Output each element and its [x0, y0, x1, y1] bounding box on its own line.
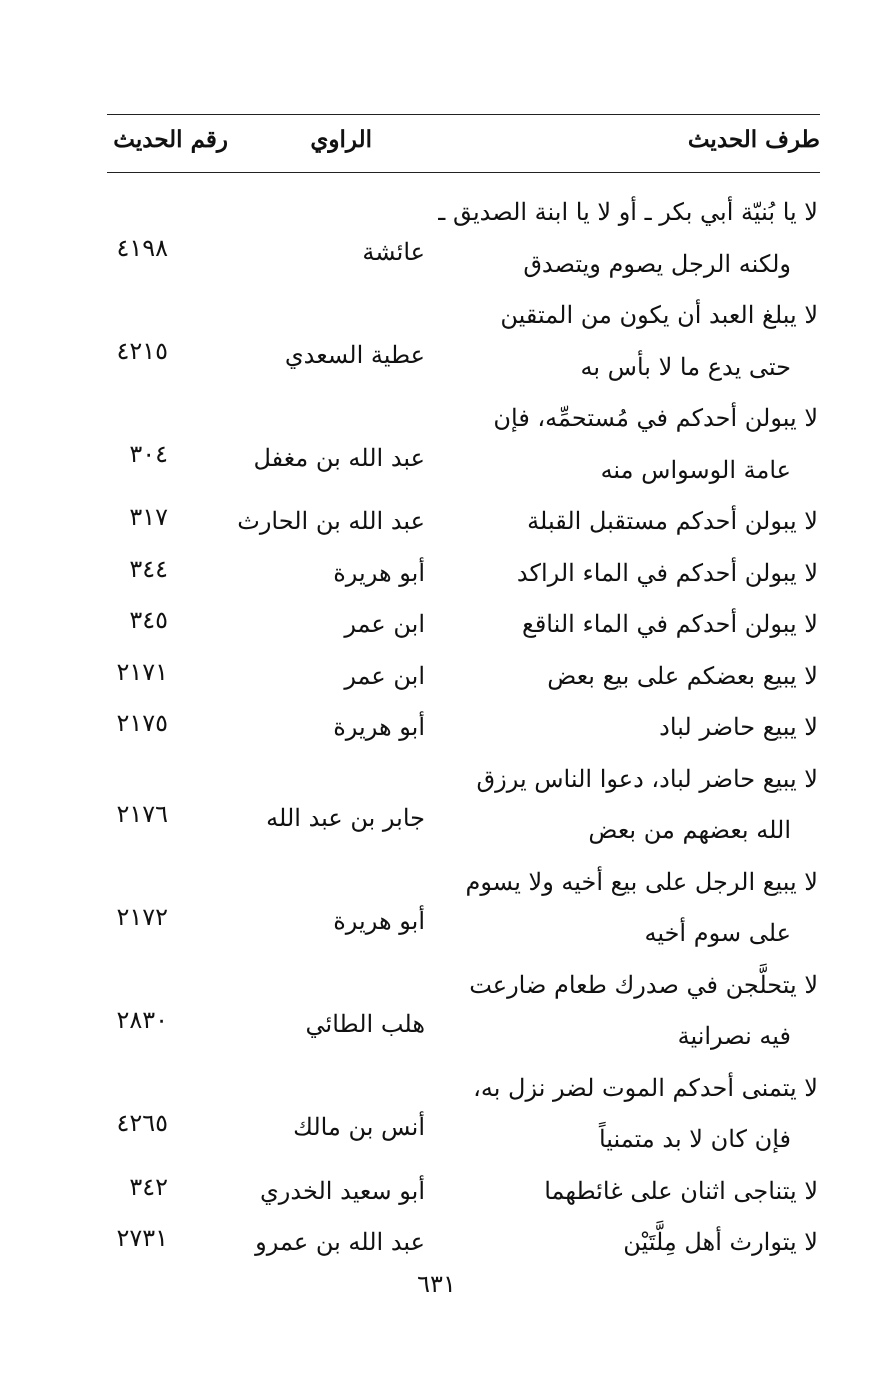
narrator-name: أبو هريرة — [333, 558, 425, 587]
hadith-number: ٤٢١٥ — [116, 336, 168, 365]
hadith-number: ٣٠٤ — [129, 439, 168, 468]
narrator-name: عبد الله بن الحارث — [237, 507, 425, 535]
narrator-name: أبو هريرة — [333, 713, 425, 741]
hadith-text: لا يبيع حاضر لباد، دعوا الناس يرزق — [476, 764, 818, 793]
hadith-text: لا يبيع الرجل على بيع أخيه ولا يسوم — [465, 867, 818, 896]
header-rule — [107, 172, 820, 173]
hadith-text: لا يتمنى أحدكم الموت لضر نزل به، — [473, 1073, 818, 1102]
narrator-name: جابر بن عبد الله — [266, 804, 425, 832]
narrator-name: ابن عمر — [344, 610, 425, 638]
hadith-text: لا يبولن أحدكم في الماء الناقع — [522, 610, 818, 638]
hadith-number: ٢٧٣١ — [116, 1224, 168, 1252]
hadith-number: ٣٤٥ — [129, 606, 168, 634]
hadith-text: لا يتناجى اثنان على غائطهما — [544, 1176, 818, 1205]
header-number: رقم الحديث — [113, 126, 228, 153]
hadith-text: ولكنه الرجل يصوم ويتصدق — [523, 249, 791, 278]
hadith-number: ٣٤٤ — [129, 554, 168, 583]
hadith-text: لا يبولن أحدكم في مُستحمِّه، فإن — [493, 404, 818, 432]
hadith-number: ٢١٧٢ — [116, 903, 168, 931]
top-rule — [107, 114, 820, 115]
narrator-name: أنس بن مالك — [293, 1113, 425, 1141]
narrator-name: أبو هريرة — [333, 907, 425, 935]
hadith-text: لا يا بُنيّة أبي بكر ـ أو لا يا ابنة الصديق ـ — [438, 198, 818, 226]
table-header — [100, 126, 820, 166]
hadith-text: لا يتوارث أهل مِلَّتَيْن — [623, 1228, 818, 1256]
hadith-text: لا يبولن أحدكم في الماء الراكد — [516, 558, 818, 587]
header-narrator: الراوي — [310, 126, 372, 153]
hadith-text: لا يبيع حاضر لباد — [659, 713, 818, 741]
hadith-number: ٤٢٦٥ — [116, 1109, 168, 1137]
narrator-name: عبد الله بن مغفل — [253, 443, 425, 472]
hadith-text: فإن كان لا بد متمنياً — [598, 1125, 791, 1153]
header-hadith: طرف الحديث — [687, 126, 820, 153]
narrator-name: هلب الطائي — [305, 1010, 425, 1038]
hadith-number: ٢١٧٦ — [116, 800, 168, 828]
hadith-text: عامة الوسواس منه — [600, 455, 791, 484]
hadith-text: لا يبولن أحدكم مستقبل القبلة — [527, 507, 818, 535]
narrator-name: عائشة — [362, 237, 425, 266]
hadith-number: ٤١٩٨ — [116, 233, 168, 262]
narrator-name: عبد الله بن عمرو — [255, 1228, 425, 1256]
narrator-name: ابن عمر — [344, 661, 425, 690]
hadith-number: ٢١٧١ — [116, 657, 168, 686]
page-number: ٦٣١ — [417, 1270, 456, 1298]
hadith-text: حتى يدع ما لا بأس به — [580, 352, 791, 381]
hadith-text: لا يتحلَّجن في صدرك طعام ضارعت — [469, 970, 818, 999]
hadith-number: ٣٤٢ — [129, 1172, 168, 1201]
hadith-number: ٣١٧ — [129, 503, 168, 531]
hadith-text: لا يبيع بعضكم على بيع بعض — [547, 661, 818, 690]
narrator-name: أبو سعيد الخدري — [260, 1176, 425, 1205]
hadith-text: لا يبلغ العبد أن يكون من المتقين — [500, 301, 818, 329]
hadith-number: ٢١٧٥ — [116, 709, 168, 737]
hadith-number: ٢٨٣٠ — [116, 1006, 168, 1034]
hadith-text: على سوم أخيه — [644, 919, 791, 947]
hadith-text: فيه نصرانية — [677, 1022, 791, 1050]
narrator-name: عطية السعدي — [284, 340, 425, 369]
hadith-text: الله بعضهم من بعض — [588, 816, 791, 844]
